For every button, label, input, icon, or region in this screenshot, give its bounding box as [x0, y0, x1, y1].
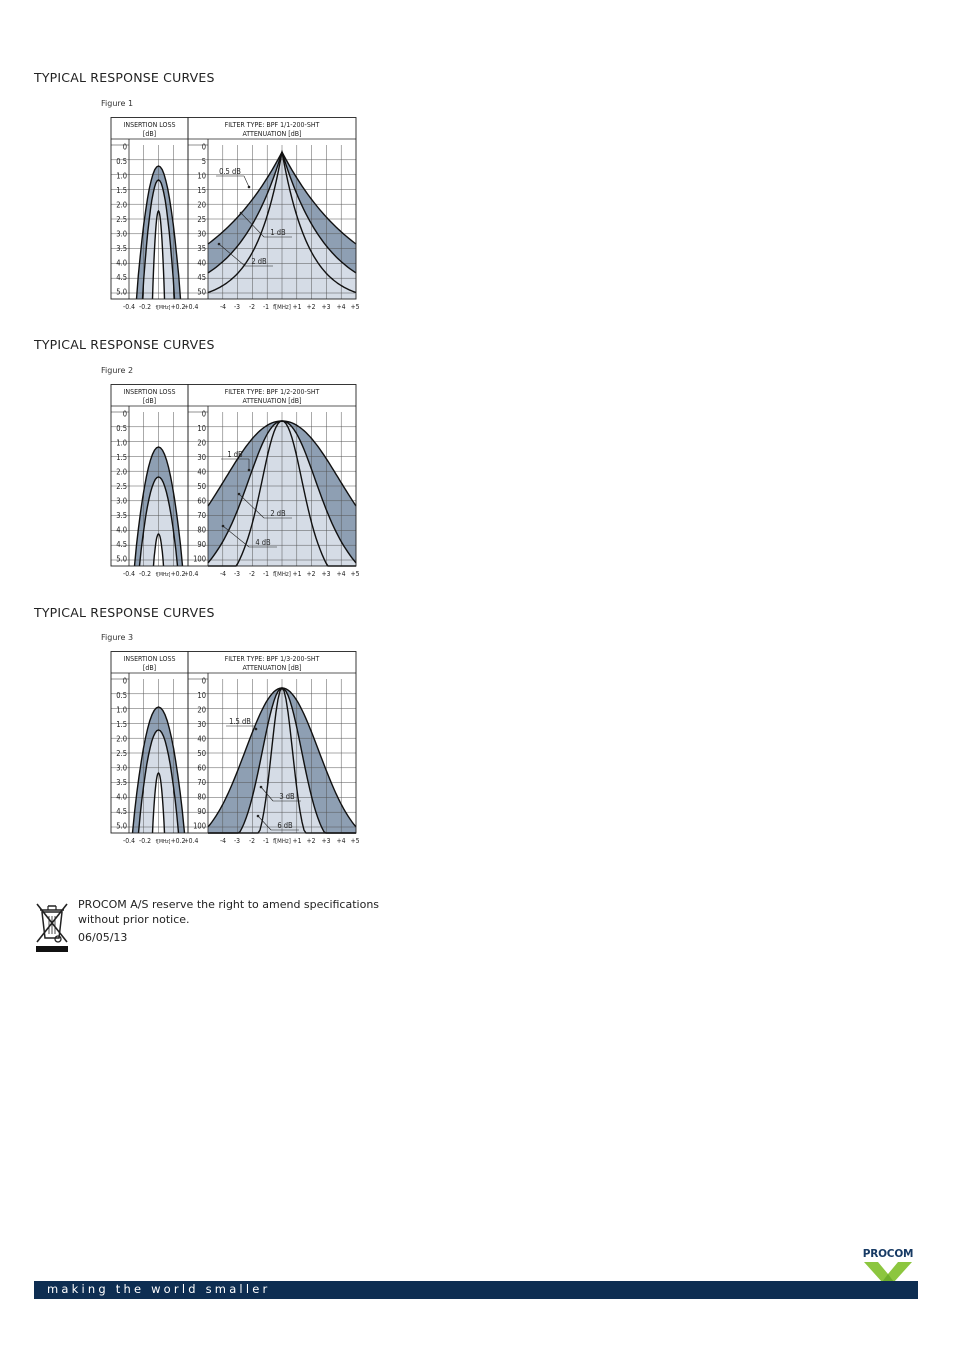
right-y-tick: 40 [197, 734, 206, 744]
figure-label-2: Figure 2 [101, 366, 134, 375]
right-y-tick: 50 [197, 749, 206, 758]
curve-label-1-5-db-arrowhead [255, 728, 258, 731]
right-y-tick: 40 [197, 258, 206, 268]
crossed-out-wheelie-bin-icon [34, 900, 70, 952]
figure-label-1: Figure 1 [101, 99, 134, 108]
right-x-tick: +2 [306, 570, 316, 578]
right-x-tick: +3 [321, 837, 331, 845]
right-header-unit: ATTENUATION [dB] [242, 397, 302, 405]
right-y-tick: 5 [201, 156, 206, 166]
right-y-tick: 30 [197, 452, 206, 462]
left-y-tick: 0 [122, 676, 127, 686]
right-header-unit: ATTENUATION [dB] [242, 130, 302, 138]
left-y-tick: 4.0 [116, 258, 127, 268]
right-x-tick: +4 [336, 303, 346, 311]
left-y-tick: 1.5 [116, 185, 127, 195]
curve-label-2-db: 2 dB [251, 257, 267, 266]
document-date: 06/05/13 [78, 931, 128, 944]
right-header-unit: ATTENUATION [dB] [242, 664, 302, 672]
left-y-tick: 1.0 [116, 438, 127, 448]
left-y-tick: 1.0 [116, 705, 127, 715]
curve-label-1-db-arrowhead [248, 469, 251, 472]
right-x-tick: -2 [248, 837, 256, 845]
left-y-tick: 4.5 [116, 807, 127, 817]
left-y-tick: 0 [122, 142, 127, 152]
response-chart-1 [101, 117, 363, 317]
right-y-tick: 0 [201, 142, 206, 152]
right-y-tick: 40 [197, 467, 206, 477]
right-y-tick: 10 [197, 690, 206, 700]
left-y-tick: 0 [122, 409, 127, 419]
left-x-tick: -0.4 [123, 303, 135, 311]
right-y-tick: 10 [197, 171, 206, 181]
right-y-tick: 80 [197, 525, 206, 535]
response-chart-2 [101, 384, 363, 584]
right-y-tick: 90 [197, 540, 206, 550]
left-header-unit: [dB] [142, 130, 157, 138]
right-y-tick: 0 [201, 676, 206, 686]
right-x-tick: +3 [321, 303, 331, 311]
right-y-tick: 30 [197, 229, 206, 239]
right-x-tick: -4 [219, 570, 227, 578]
right-x-tick: +1 [292, 837, 302, 845]
right-y-tick: 70 [197, 511, 206, 521]
curve-label-3-db-arrowhead [260, 786, 263, 789]
right-x-tick: +1 [292, 303, 302, 311]
section-title-2: TYPICAL RESPONSE CURVES [34, 337, 215, 352]
right-x-tick: +5 [350, 303, 360, 311]
curve-label-1-db: 1 dB [270, 228, 286, 237]
right-y-tick: 10 [197, 423, 206, 433]
left-x-tick: -0.4 [123, 837, 135, 845]
left-x-tick: f[MHz] [155, 572, 171, 578]
left-x-tick: +0.4 [183, 837, 199, 845]
right-x-tick: -3 [233, 303, 241, 311]
left-y-tick: 2.5 [116, 215, 127, 224]
right-x-tick: +5 [350, 837, 360, 845]
disclaimer-line-2: without prior notice. [78, 912, 190, 926]
right-x-tick: -4 [219, 837, 227, 845]
left-y-tick: 3.0 [116, 763, 127, 773]
right-x-tick: -3 [233, 570, 241, 578]
curve-label-6-db-arrowhead [257, 815, 260, 818]
left-x-tick: +0.2 [170, 570, 186, 578]
right-y-tick: 45 [197, 273, 206, 283]
left-x-tick: f[MHz] [155, 839, 171, 845]
right-x-tick: f[MHz] [273, 571, 291, 578]
disclaimer-line-1: PROCOM A/S reserve the right to amend specifications [78, 898, 380, 911]
left-y-tick: 0.5 [116, 156, 127, 166]
right-x-tick: -2 [248, 303, 256, 311]
left-y-tick: 4.0 [116, 792, 127, 802]
left-y-tick: 2.0 [116, 734, 127, 744]
left-y-tick: 2.5 [116, 482, 127, 491]
right-x-tick: -1 [262, 303, 270, 311]
right-y-tick: 20 [197, 705, 206, 715]
right-x-tick: +2 [306, 303, 316, 311]
curve-label-2-db-arrowhead [218, 243, 221, 246]
left-x-tick: +0.2 [170, 837, 186, 845]
section-title-1: TYPICAL RESPONSE CURVES [34, 70, 215, 85]
left-header-unit: [dB] [142, 397, 157, 405]
left-y-tick: 2.0 [116, 467, 127, 477]
curve-label-1-db-arrowhead [240, 212, 243, 215]
right-y-tick: 20 [197, 438, 206, 448]
left-y-tick: 1.0 [116, 171, 127, 181]
curve-label-6-db: 6 dB [277, 821, 293, 830]
chart-svg [101, 384, 363, 584]
chart-svg [101, 117, 363, 317]
left-x-tick: +0.4 [183, 303, 199, 311]
right-header-title: FILTER TYPE: BPF 1/2-200-SHT [224, 388, 320, 396]
section-title-3: TYPICAL RESPONSE CURVES [34, 605, 215, 620]
left-y-tick: 4.5 [116, 273, 127, 283]
right-y-tick: 50 [197, 482, 206, 491]
left-y-tick: 2.5 [116, 749, 127, 758]
right-x-tick: +1 [292, 570, 302, 578]
right-y-tick: 20 [197, 200, 206, 210]
left-x-tick: +0.4 [183, 570, 199, 578]
right-y-tick: 0 [201, 409, 206, 419]
right-x-tick: f[MHz] [273, 304, 291, 311]
response-chart-3 [101, 651, 363, 851]
right-x-tick: -2 [248, 570, 256, 578]
left-header-title: INSERTION LOSS [123, 655, 176, 663]
left-y-tick: 1.5 [116, 719, 127, 729]
left-x-tick: -0.2 [139, 303, 151, 311]
left-header-title: INSERTION LOSS [123, 121, 176, 129]
left-y-tick: 3.5 [116, 511, 127, 521]
right-y-tick: 70 [197, 778, 206, 788]
left-header-unit: [dB] [142, 664, 157, 672]
footer-bar [34, 1281, 918, 1299]
curve-label-3-db: 3 dB [279, 792, 295, 801]
left-header-title: INSERTION LOSS [123, 388, 176, 396]
curve-label-0-5-db-arrowhead [248, 186, 251, 189]
left-y-tick: 3.5 [116, 244, 127, 254]
disclaimer-notice [78, 898, 379, 946]
right-x-tick: f[MHz] [273, 838, 291, 845]
right-y-tick: 25 [197, 215, 206, 224]
left-y-tick: 5.0 [116, 554, 127, 564]
right-y-tick: 90 [197, 807, 206, 817]
left-y-tick: 5.0 [116, 821, 127, 831]
right-header-title: FILTER TYPE: BPF 1/1-200-SHT [224, 121, 320, 129]
right-y-tick: 60 [197, 496, 206, 506]
right-x-tick: +4 [336, 570, 346, 578]
right-x-tick: +3 [321, 570, 331, 578]
chart-svg [101, 651, 363, 851]
right-x-tick: -4 [219, 303, 227, 311]
curve-label-2-db: 2 dB [270, 509, 286, 518]
right-x-tick: -1 [262, 837, 270, 845]
curve-label-4-db-arrowhead [222, 525, 225, 528]
left-y-tick: 1.5 [116, 452, 127, 462]
right-y-tick: 35 [197, 244, 206, 254]
right-y-tick: 80 [197, 792, 206, 802]
curve-label-1-5-db: 1.5 dB [229, 717, 251, 726]
footer-tagline: making the world smaller [47, 1282, 271, 1296]
right-y-tick: 60 [197, 763, 206, 773]
left-y-tick: 3.5 [116, 778, 127, 788]
right-y-tick: 50 [197, 287, 206, 297]
left-x-tick: -0.2 [139, 837, 151, 845]
right-y-tick: 100 [193, 821, 206, 831]
curve-label-0-5-db: 0.5 dB [219, 167, 241, 176]
figure-label-3: Figure 3 [101, 633, 134, 642]
left-y-tick: 4.0 [116, 525, 127, 535]
left-y-tick: 4.5 [116, 540, 127, 550]
right-x-tick: -3 [233, 837, 241, 845]
right-y-tick: 100 [193, 554, 206, 564]
right-x-tick: +2 [306, 837, 316, 845]
right-header-title: FILTER TYPE: BPF 1/3-200-SHT [224, 655, 320, 663]
right-x-tick: +4 [336, 837, 346, 845]
left-x-tick: f[MHz] [155, 305, 171, 311]
procom-logo-text: PROCOM [862, 1248, 914, 1260]
curve-label-4-db: 4 dB [255, 538, 271, 547]
left-y-tick: 0.5 [116, 423, 127, 433]
right-x-tick: -1 [262, 570, 270, 578]
curve-label-2-db-arrowhead [238, 493, 241, 496]
left-y-tick: 2.0 [116, 200, 127, 210]
right-x-tick: +5 [350, 570, 360, 578]
left-x-tick: -0.2 [139, 570, 151, 578]
left-y-tick: 3.0 [116, 496, 127, 506]
left-y-tick: 0.5 [116, 690, 127, 700]
right-y-tick: 30 [197, 719, 206, 729]
left-x-tick: +0.2 [170, 303, 186, 311]
curve-label-1-db: 1 dB [227, 450, 243, 459]
left-x-tick: -0.4 [123, 570, 135, 578]
right-y-tick: 15 [197, 185, 206, 195]
left-y-tick: 3.0 [116, 229, 127, 239]
left-y-tick: 5.0 [116, 287, 127, 297]
